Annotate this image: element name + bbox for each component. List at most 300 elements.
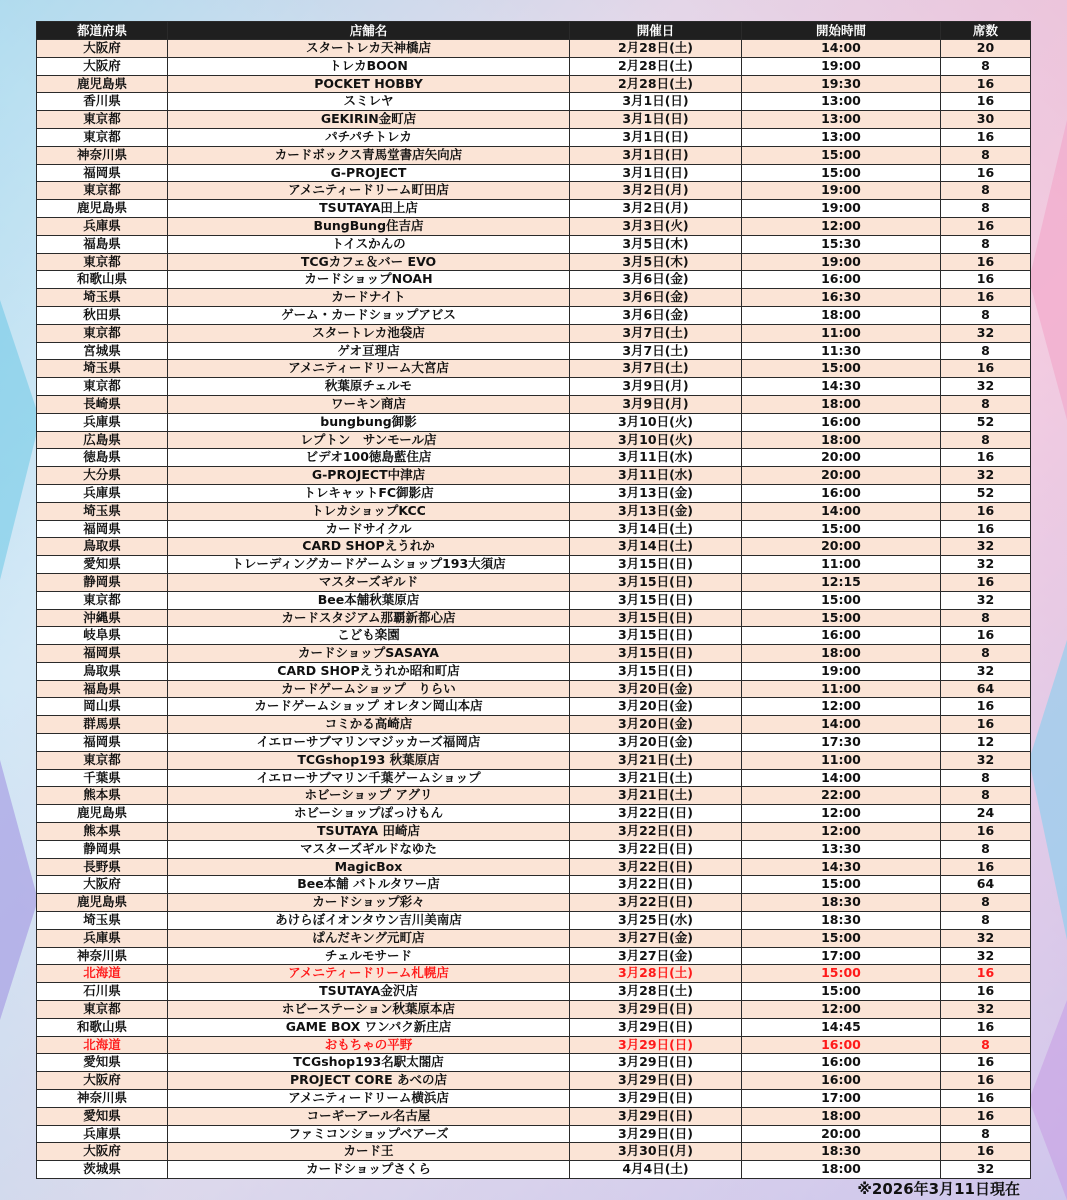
store-name-cell: 秋葉原チェルモ: [168, 378, 570, 396]
prefecture-cell: 鳥取県: [37, 538, 168, 556]
table-row: [37, 573, 1031, 591]
seats-cell: 8: [941, 840, 1031, 858]
store-name-cell: トレカBOON: [168, 57, 570, 75]
seats-cell: 64: [941, 680, 1031, 698]
table-row: [37, 680, 1031, 698]
start-time-cell: 14:30: [742, 378, 941, 396]
table-row: [37, 520, 1031, 538]
prefecture-cell: 大阪府: [37, 876, 168, 894]
start-time-cell: 16:00: [742, 1036, 941, 1054]
prefecture-cell: 熊本県: [37, 787, 168, 805]
store-name-cell: G-PROJECT中津店: [168, 467, 570, 485]
prefecture-cell: 宮城県: [37, 342, 168, 360]
start-time-cell: 19:00: [742, 182, 941, 200]
prefecture-cell: 福岡県: [37, 520, 168, 538]
date-cell: 3月2日(月): [570, 200, 742, 218]
prefecture-cell: 長崎県: [37, 395, 168, 413]
date-cell: 3月28日(土): [570, 965, 742, 983]
start-time-cell: 15:00: [742, 360, 941, 378]
prefecture-cell: 北海道: [37, 1036, 168, 1054]
prefecture-cell: 大阪府: [37, 1072, 168, 1090]
date-cell: 3月3日(火): [570, 217, 742, 235]
start-time-cell: 12:00: [742, 805, 941, 823]
table-row: [37, 858, 1031, 876]
date-cell: 3月15日(日): [570, 573, 742, 591]
start-time-cell: 15:00: [742, 591, 941, 609]
seats-cell: 8: [941, 1125, 1031, 1143]
seats-cell: 16: [941, 449, 1031, 467]
table-row: [37, 164, 1031, 182]
prefecture-cell: 和歌山県: [37, 1018, 168, 1036]
store-name-cell: MagicBox: [168, 858, 570, 876]
seats-cell: 32: [941, 538, 1031, 556]
seats-cell: 16: [941, 823, 1031, 841]
prefecture-cell: 大阪府: [37, 40, 168, 58]
start-time-cell: 15:00: [742, 983, 941, 1001]
prefecture-cell: 東京都: [37, 1001, 168, 1019]
store-name-cell: ビデオ100徳島藍住店: [168, 449, 570, 467]
seats-cell: 8: [941, 57, 1031, 75]
store-name-cell: チェルモサード: [168, 947, 570, 965]
start-time-cell: 15:00: [742, 609, 941, 627]
prefecture-cell: 長野県: [37, 858, 168, 876]
start-time-cell: 18:00: [742, 1107, 941, 1125]
prefecture-cell: 石川県: [37, 983, 168, 1001]
start-time-cell: 17:30: [742, 734, 941, 752]
seats-cell: 8: [941, 306, 1031, 324]
store-name-cell: イエローサブマリンマジッカーズ福岡店: [168, 734, 570, 752]
table-row: [37, 698, 1031, 716]
start-time-cell: 15:00: [742, 164, 941, 182]
seats-cell: 32: [941, 929, 1031, 947]
date-cell: 3月27日(金): [570, 947, 742, 965]
table-row: [37, 609, 1031, 627]
store-name-cell: ホビーステーション秋葉原本店: [168, 1001, 570, 1019]
table-row: [37, 75, 1031, 93]
seats-cell: 32: [941, 591, 1031, 609]
table-row: [37, 342, 1031, 360]
table-row: [37, 146, 1031, 164]
start-time-cell: 14:30: [742, 858, 941, 876]
seats-cell: 16: [941, 164, 1031, 182]
seats-cell: 8: [941, 769, 1031, 787]
prefecture-cell: 徳島県: [37, 449, 168, 467]
date-cell: 3月20日(金): [570, 734, 742, 752]
prefecture-cell: 東京都: [37, 111, 168, 129]
date-cell: 3月1日(日): [570, 128, 742, 146]
start-time-cell: 12:00: [742, 1001, 941, 1019]
prefecture-cell: 岡山県: [37, 698, 168, 716]
date-cell: 3月10日(火): [570, 413, 742, 431]
store-name-cell: ぱんだキング元町店: [168, 929, 570, 947]
prefecture-cell: 香川県: [37, 93, 168, 111]
seats-cell: 16: [941, 716, 1031, 734]
seats-cell: 8: [941, 342, 1031, 360]
start-time-cell: 12:00: [742, 217, 941, 235]
store-name-cell: イエローサブマリン千葉ゲームショップ: [168, 769, 570, 787]
store-name-cell: パチパチトレカ: [168, 128, 570, 146]
table-row: [37, 894, 1031, 912]
date-cell: 3月15日(日): [570, 627, 742, 645]
seats-cell: 8: [941, 894, 1031, 912]
start-time-cell: 11:00: [742, 680, 941, 698]
seats-cell: 16: [941, 858, 1031, 876]
prefecture-cell: 鹿児島県: [37, 894, 168, 912]
date-cell: 3月29日(日): [570, 1090, 742, 1108]
date-cell: 3月29日(日): [570, 1107, 742, 1125]
table-row: [37, 253, 1031, 271]
table-row: [37, 929, 1031, 947]
seats-cell: 16: [941, 93, 1031, 111]
start-time-cell: 18:00: [742, 306, 941, 324]
prefecture-cell: 埼玉県: [37, 289, 168, 307]
start-time-cell: 19:00: [742, 200, 941, 218]
start-time-cell: 13:30: [742, 840, 941, 858]
prefecture-cell: 東京都: [37, 591, 168, 609]
store-name-cell: カードボックス青馬堂書店矢向店: [168, 146, 570, 164]
seats-cell: 8: [941, 645, 1031, 663]
prefecture-cell: 熊本県: [37, 823, 168, 841]
start-time-cell: 15:30: [742, 235, 941, 253]
table-row: [37, 1036, 1031, 1054]
seats-cell: 32: [941, 662, 1031, 680]
store-name-cell: PROJECT CORE あべの店: [168, 1072, 570, 1090]
table-row: [37, 734, 1031, 752]
table-row: [37, 324, 1031, 342]
date-cell: 2月28日(土): [570, 57, 742, 75]
start-time-cell: 20:00: [742, 538, 941, 556]
table-row: [37, 805, 1031, 823]
store-name-cell: カードゲームショップ りらい: [168, 680, 570, 698]
start-time-cell: 18:00: [742, 1161, 941, 1179]
prefecture-cell: 東京都: [37, 324, 168, 342]
prefecture-cell: 東京都: [37, 751, 168, 769]
seats-cell: 16: [941, 253, 1031, 271]
table-row: [37, 1018, 1031, 1036]
date-cell: 3月1日(日): [570, 111, 742, 129]
date-cell: 3月20日(金): [570, 698, 742, 716]
table-row: [37, 271, 1031, 289]
store-name-cell: BungBung住吉店: [168, 217, 570, 235]
prefecture-cell: 鹿児島県: [37, 805, 168, 823]
date-cell: 3月20日(金): [570, 716, 742, 734]
table-row: [37, 289, 1031, 307]
start-time-cell: 14:45: [742, 1018, 941, 1036]
store-name-cell: こども楽園: [168, 627, 570, 645]
seats-cell: 32: [941, 1001, 1031, 1019]
table-row: [37, 538, 1031, 556]
store-name-cell: カードゲームショップ オレタン岡山本店: [168, 698, 570, 716]
table-row: [37, 1161, 1031, 1179]
store-name-cell: トイスかんの: [168, 235, 570, 253]
prefecture-cell: 大分県: [37, 467, 168, 485]
date-cell: 3月22日(日): [570, 876, 742, 894]
background-shape: [1029, 1000, 1067, 1200]
store-name-cell: マスターズギルドなゆた: [168, 840, 570, 858]
prefecture-cell: 福島県: [37, 680, 168, 698]
schedule-table-container: [36, 21, 1030, 1179]
date-cell: 3月15日(日): [570, 662, 742, 680]
table-row: [37, 360, 1031, 378]
table-row: [37, 769, 1031, 787]
seats-cell: 32: [941, 467, 1031, 485]
table-row: [37, 662, 1031, 680]
date-cell: 3月29日(日): [570, 1001, 742, 1019]
table-row: [37, 182, 1031, 200]
seats-cell: 52: [941, 413, 1031, 431]
store-name-cell: アメニティードリーム横浜店: [168, 1090, 570, 1108]
seats-cell: 8: [941, 787, 1031, 805]
prefecture-cell: 北海道: [37, 965, 168, 983]
prefecture-cell: 岐阜県: [37, 627, 168, 645]
prefecture-cell: 広島県: [37, 431, 168, 449]
store-name-cell: GAME BOX ワンパク新庄店: [168, 1018, 570, 1036]
seats-cell: 16: [941, 217, 1031, 235]
start-time-cell: 14:00: [742, 502, 941, 520]
start-time-cell: 15:00: [742, 929, 941, 947]
table-row: [37, 431, 1031, 449]
prefecture-cell: 大阪府: [37, 57, 168, 75]
start-time-cell: 19:30: [742, 75, 941, 93]
prefecture-cell: 愛知県: [37, 1107, 168, 1125]
date-cell: 3月5日(木): [570, 235, 742, 253]
start-time-cell: 15:00: [742, 520, 941, 538]
store-name-cell: GEKIRIN金町店: [168, 111, 570, 129]
date-cell: 3月13日(金): [570, 502, 742, 520]
date-cell: 3月25日(水): [570, 912, 742, 930]
start-time-cell: 11:00: [742, 556, 941, 574]
prefecture-cell: 東京都: [37, 378, 168, 396]
start-time-cell: 15:00: [742, 965, 941, 983]
seats-cell: 8: [941, 182, 1031, 200]
table-row: [37, 40, 1031, 58]
prefecture-cell: 埼玉県: [37, 360, 168, 378]
start-time-cell: 12:00: [742, 823, 941, 841]
start-time-cell: 22:00: [742, 787, 941, 805]
date-cell: 3月2日(月): [570, 182, 742, 200]
table-row: [37, 217, 1031, 235]
prefecture-cell: 福岡県: [37, 164, 168, 182]
date-cell: 3月10日(火): [570, 431, 742, 449]
prefecture-cell: 鹿児島県: [37, 200, 168, 218]
store-name-cell: CARD SHOPえうれか昭和町店: [168, 662, 570, 680]
prefecture-cell: 千葉県: [37, 769, 168, 787]
store-name-cell: アメニティードリーム大宮店: [168, 360, 570, 378]
date-cell: 3月6日(金): [570, 306, 742, 324]
store-name-cell: コミかる高崎店: [168, 716, 570, 734]
table-body: [37, 40, 1031, 1179]
table-row: [37, 751, 1031, 769]
start-time-cell: 16:00: [742, 484, 941, 502]
table-row: [37, 1107, 1031, 1125]
date-cell: 3月7日(土): [570, 342, 742, 360]
prefecture-cell: 兵庫県: [37, 413, 168, 431]
table-row: [37, 627, 1031, 645]
header-row: [37, 22, 1031, 40]
store-name-cell: ワーキン商店: [168, 395, 570, 413]
prefecture-cell: 兵庫県: [37, 484, 168, 502]
table-row: [37, 1143, 1031, 1161]
date-cell: 3月30日(月): [570, 1143, 742, 1161]
seats-cell: 16: [941, 1018, 1031, 1036]
start-time-cell: 20:00: [742, 449, 941, 467]
store-name-cell: ホビーショップぽっけもん: [168, 805, 570, 823]
store-name-cell: レプトン サンモール店: [168, 431, 570, 449]
store-name-cell: おもちゃの平野: [168, 1036, 570, 1054]
prefecture-cell: 鳥取県: [37, 662, 168, 680]
seats-cell: 8: [941, 146, 1031, 164]
seats-cell: 24: [941, 805, 1031, 823]
table-row: [37, 645, 1031, 663]
date-cell: 3月22日(日): [570, 894, 742, 912]
prefecture-cell: 神奈川県: [37, 146, 168, 164]
store-name-cell: カード王: [168, 1143, 570, 1161]
start-time-cell: 18:30: [742, 1143, 941, 1161]
store-name-cell: Bee本舗 バトルタワー店: [168, 876, 570, 894]
store-name-cell: ファミコンショップベアーズ: [168, 1125, 570, 1143]
prefecture-cell: 大阪府: [37, 1143, 168, 1161]
date-cell: 3月21日(土): [570, 751, 742, 769]
date-cell: 3月29日(日): [570, 1036, 742, 1054]
table-row: [37, 556, 1031, 574]
start-time-cell: 17:00: [742, 1090, 941, 1108]
seats-cell: 16: [941, 128, 1031, 146]
store-name-cell: カードサイクル: [168, 520, 570, 538]
seats-cell: 16: [941, 698, 1031, 716]
prefecture-cell: 茨城県: [37, 1161, 168, 1179]
background-shape: [0, 300, 40, 580]
date-cell: 3月9日(月): [570, 395, 742, 413]
date-cell: 3月15日(日): [570, 609, 742, 627]
date-cell: 2月28日(土): [570, 40, 742, 58]
table-row: [37, 1125, 1031, 1143]
date-cell: 3月27日(金): [570, 929, 742, 947]
table-row: [37, 57, 1031, 75]
header-prefecture: 都道府県: [37, 22, 168, 40]
store-name-cell: カードナイト: [168, 289, 570, 307]
date-cell: 3月5日(木): [570, 253, 742, 271]
date-cell: 3月1日(日): [570, 164, 742, 182]
background-shape: [1029, 640, 1067, 940]
start-time-cell: 11:30: [742, 342, 941, 360]
store-name-cell: カードショップNOAH: [168, 271, 570, 289]
prefecture-cell: 群馬県: [37, 716, 168, 734]
start-time-cell: 14:00: [742, 40, 941, 58]
seats-cell: 8: [941, 912, 1031, 930]
seats-cell: 16: [941, 360, 1031, 378]
date-cell: 3月28日(土): [570, 983, 742, 1001]
as-of-date-note: ※2026年3月11日現在: [857, 1180, 1020, 1198]
store-name-cell: POCKET HOBBY: [168, 75, 570, 93]
start-time-cell: 19:00: [742, 662, 941, 680]
date-cell: 4月4日(土): [570, 1161, 742, 1179]
date-cell: 3月22日(日): [570, 840, 742, 858]
store-name-cell: TSUTAYA金沢店: [168, 983, 570, 1001]
prefecture-cell: 福島県: [37, 235, 168, 253]
table-row: [37, 395, 1031, 413]
start-time-cell: 12:00: [742, 698, 941, 716]
seats-cell: 64: [941, 876, 1031, 894]
prefecture-cell: 愛知県: [37, 1054, 168, 1072]
seats-cell: 16: [941, 627, 1031, 645]
table-row: [37, 413, 1031, 431]
prefecture-cell: 兵庫県: [37, 217, 168, 235]
prefecture-cell: 秋田県: [37, 306, 168, 324]
prefecture-cell: 鹿児島県: [37, 75, 168, 93]
date-cell: 3月22日(日): [570, 823, 742, 841]
seats-cell: 16: [941, 573, 1031, 591]
date-cell: 3月29日(日): [570, 1072, 742, 1090]
date-cell: 3月20日(金): [570, 680, 742, 698]
table-row: [37, 591, 1031, 609]
table-row: [37, 1054, 1031, 1072]
start-time-cell: 11:00: [742, 324, 941, 342]
seats-cell: 8: [941, 609, 1031, 627]
seats-cell: 52: [941, 484, 1031, 502]
prefecture-cell: 兵庫県: [37, 929, 168, 947]
start-time-cell: 18:00: [742, 645, 941, 663]
store-name-cell: Bee本舗秋葉原店: [168, 591, 570, 609]
store-name-cell: スタートレカ池袋店: [168, 324, 570, 342]
date-cell: 3月21日(土): [570, 769, 742, 787]
store-name-cell: TCGshop193名駅太閤店: [168, 1054, 570, 1072]
header-start-time: 開始時間: [742, 22, 941, 40]
date-cell: 3月9日(月): [570, 378, 742, 396]
prefecture-cell: 福岡県: [37, 734, 168, 752]
start-time-cell: 11:00: [742, 751, 941, 769]
store-name-cell: トレカショップKCC: [168, 502, 570, 520]
date-cell: 3月14日(土): [570, 538, 742, 556]
store-name-cell: CARD SHOPえうれか: [168, 538, 570, 556]
store-name-cell: TSUTAYA田上店: [168, 200, 570, 218]
start-time-cell: 18:00: [742, 395, 941, 413]
date-cell: 3月15日(日): [570, 645, 742, 663]
date-cell: 3月13日(金): [570, 484, 742, 502]
date-cell: 3月7日(土): [570, 324, 742, 342]
seats-cell: 16: [941, 1143, 1031, 1161]
seats-cell: 16: [941, 1090, 1031, 1108]
prefecture-cell: 静岡県: [37, 573, 168, 591]
seats-cell: 32: [941, 324, 1031, 342]
table-row: [37, 484, 1031, 502]
start-time-cell: 18:30: [742, 912, 941, 930]
table-header: [37, 22, 1031, 40]
date-cell: 3月1日(日): [570, 93, 742, 111]
date-cell: 3月29日(日): [570, 1054, 742, 1072]
table-row: [37, 235, 1031, 253]
store-name-cell: カードショップ彩々: [168, 894, 570, 912]
seats-cell: 8: [941, 200, 1031, 218]
prefecture-cell: 静岡県: [37, 840, 168, 858]
prefecture-cell: 東京都: [37, 253, 168, 271]
seats-cell: 32: [941, 556, 1031, 574]
store-name-cell: ホビーショップ アグリ: [168, 787, 570, 805]
prefecture-cell: 埼玉県: [37, 912, 168, 930]
table-row: [37, 1001, 1031, 1019]
date-cell: 3月29日(日): [570, 1125, 742, 1143]
prefecture-cell: 福岡県: [37, 645, 168, 663]
start-time-cell: 16:00: [742, 413, 941, 431]
date-cell: 3月22日(日): [570, 805, 742, 823]
store-name-cell: トレーディングカードゲームショップ193大須店: [168, 556, 570, 574]
seats-cell: 30: [941, 111, 1031, 129]
schedule-table: [36, 21, 1031, 1179]
start-time-cell: 16:00: [742, 271, 941, 289]
start-time-cell: 20:00: [742, 1125, 941, 1143]
start-time-cell: 16:30: [742, 289, 941, 307]
seats-cell: 32: [941, 1161, 1031, 1179]
start-time-cell: 18:00: [742, 431, 941, 449]
